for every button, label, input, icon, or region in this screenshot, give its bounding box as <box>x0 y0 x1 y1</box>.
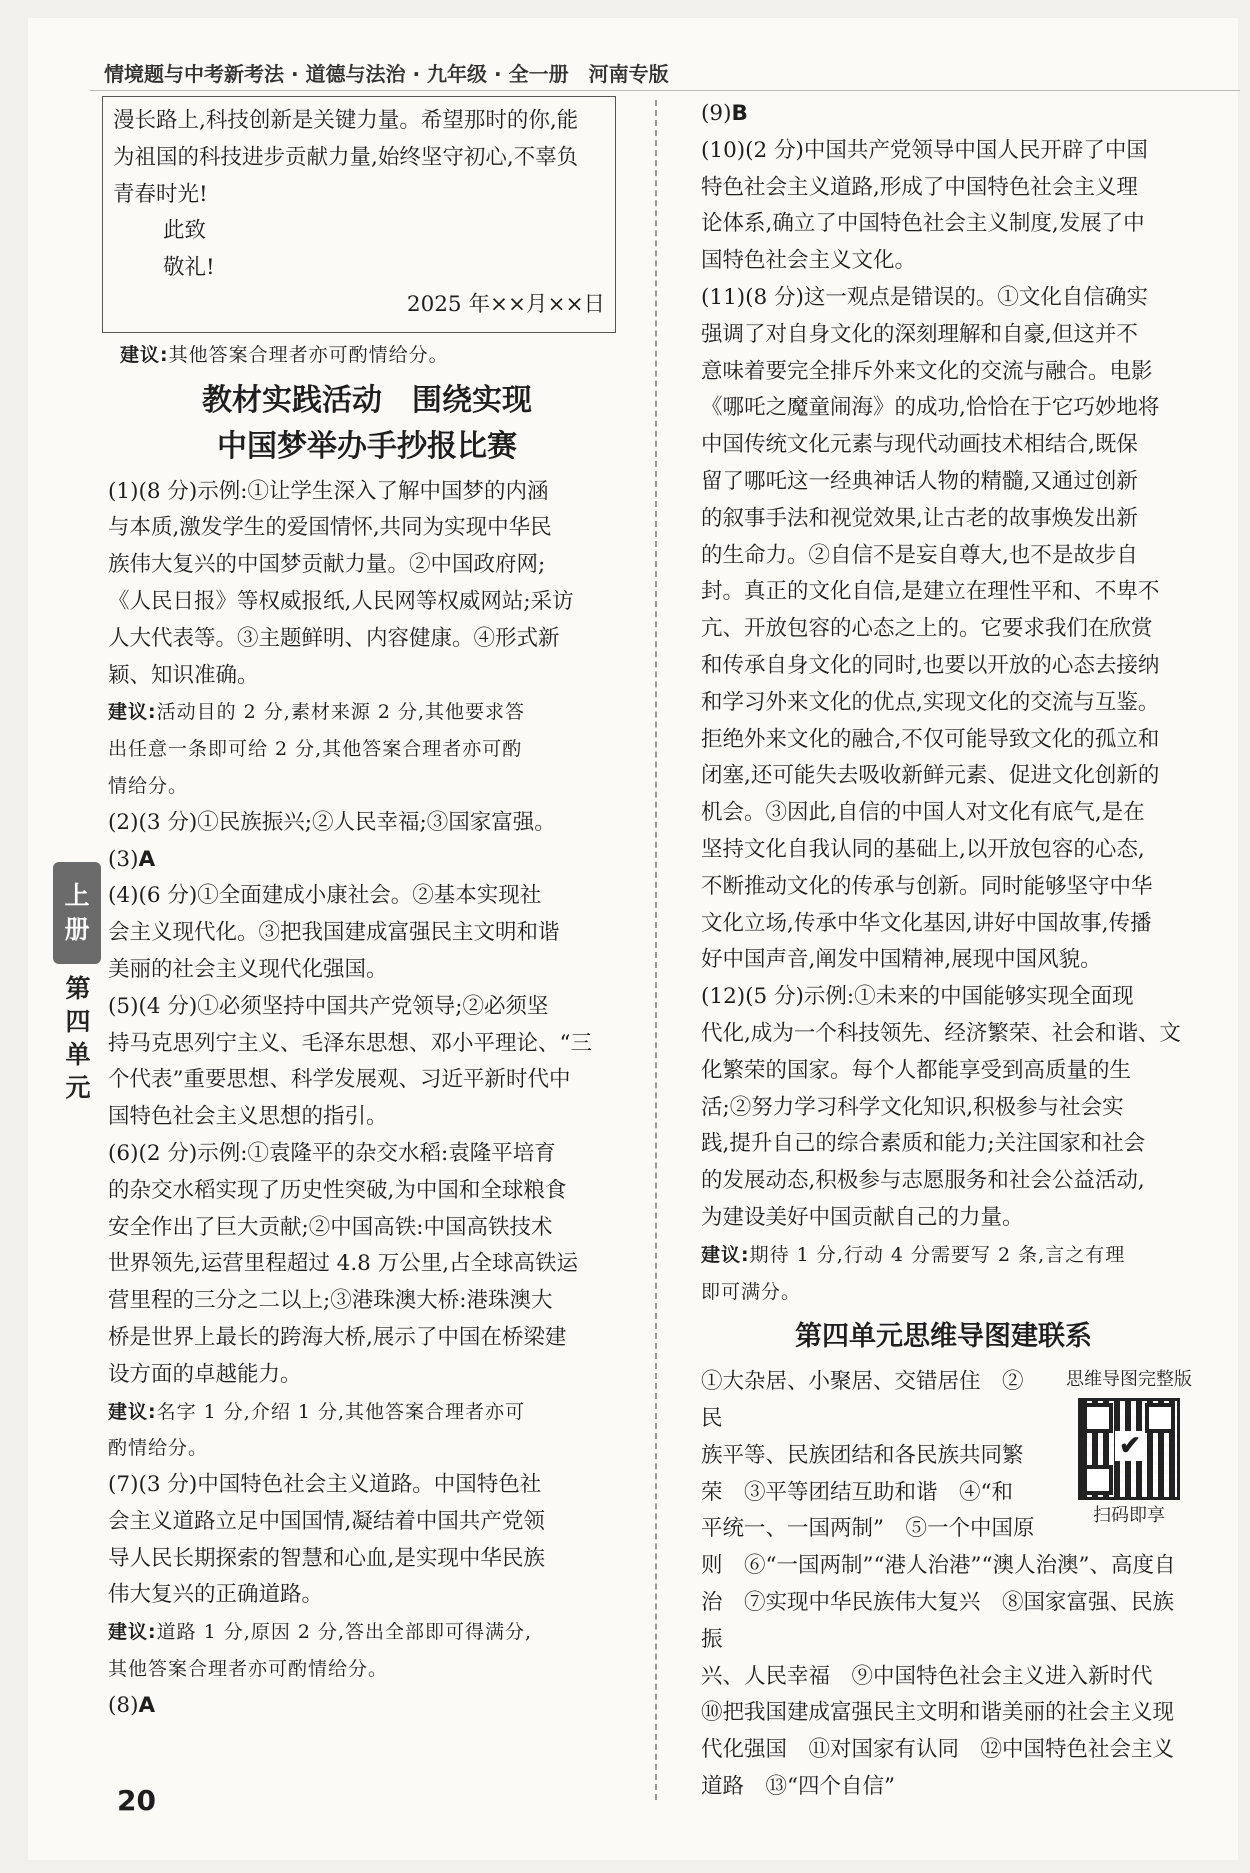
letter-salute: 敬礼! <box>163 255 215 281</box>
letter-date: 2025 年××月××日 <box>406 291 605 317</box>
left-column <box>108 96 626 1725</box>
answer-q11: (11)(8 分)这一观点是错误的。①文化自信确实 强调了对自身文化的深刻理解和自豪,但这并不 意味着要完全排斥外来文化的交流与融合。电影 《哪吒之魔童闹海》的成功,恰恰在于它巧妙地将 中国传统文化元素与现代动画技术相结合,既保 留了哪吒这一经典神话人物的精髓,又通过创新 的叙事手法和视觉效果,让古老的故事焕发出新 的生命力。②自信不是妄自尊大,也不是故步自 封。真正的文化自信,是建立在理性平和、不卑不 亢、开放包容的心态之上的。它要求我们在欣赏 和传承自身文化的同时,也要以开放的心态去接纳 和学习外来文化的优点,实现文化的交流与互鉴。 拒绝外来文化的融合,不仅可能导致文化的孤立和 闭塞,还可能失去吸收新鲜元素、促进文化创新的 机会。③因此,自信的中国人对文化有底气,是在 坚持文化自我认同的基础上,以开放包容的心态, 不断推动文化的传承与创新。同时能够坚守中华 文化立场,传承中华文化基因,讲好中国故事,传播 好中国声音,阐发中国精神,展现中国风貌。 <box>701 284 1160 973</box>
answer-q12: (12)(5 分)示例:①未来的中国能够实现全面现 代化,成为一个科技领先、经济繁荣、社会和谐、文 化繁荣的国家。每个人都能享受到高质量的生 活;②努力学习科学文化知识,积极参与社会实 践,提升自己的综合素质和能力;关注国家和社会 的发展动态,积极参与志愿服务和社会公益活动, 为建设美好中国贡献自己的力量。 <box>701 984 1181 1230</box>
answer-q7: (7)(3 分)中国特色社会主义道路。中国特色社 会主义道路立足中国国情,凝结着中国共产党领 导人民长期探索的智慧和心血,是实现中华民族 伟大复兴的正确道路。 <box>108 1472 545 1608</box>
section-title <box>108 378 626 470</box>
unit-label-char: 元 <box>65 1073 91 1102</box>
page-number: 20 <box>117 1784 156 1817</box>
answer-q2: (2)(3 分)①民族振兴;②人民幸福;③国家富强。 <box>108 809 556 835</box>
letter-closing: 此致 <box>163 218 207 244</box>
answer-q9: (9)B <box>701 101 748 126</box>
section-title-line: 教材实践活动 围绕实现 <box>202 382 532 418</box>
suggestion-note: 建议:活动目的 2 分,素材来源 2 分,其他要求答 出任意一条即可给 2 分,其他答案合理者亦可酌 情给分。 <box>108 701 526 797</box>
mindmap-line: 荣 ③平等团结互助和谐 ④“和 <box>701 1479 1013 1505</box>
qr-code-icon[interactable] <box>1078 1398 1180 1500</box>
answer-q3: (3)A <box>108 846 156 872</box>
section-title-line: 中国梦举办手抄报比赛 <box>217 428 517 464</box>
unit-label-char: 四 <box>65 1007 91 1036</box>
mindmap-line: 平统一、一国两制” ⑤一个中国原 <box>701 1516 1035 1542</box>
unit-label-char: 第 <box>65 974 91 1003</box>
column-divider <box>655 100 657 1800</box>
mindmap-line: 兴、人民幸福 ⑨中国特色社会主义进入新时代 <box>701 1663 1153 1689</box>
qr-block[interactable] <box>1060 1368 1198 1528</box>
mindmap-line: 则 ⑥“一国两制”“港人治港”“澳人治澳”、高度自 <box>701 1553 1176 1579</box>
qr-label-bottom: 扫码即享 <box>1093 1505 1165 1527</box>
answer-q6: (6)(2 分)示例:①袁隆平的杂交水稻:袁隆平培育 的杂交水稻实现了历史性突破,为中国和全球粮食 安全作出了巨大贡献;②中国高铁:中国高铁技术 世界领先,运营里程超过 4.8 万公里,占全球高铁运 营里程的三分之二以上;③港珠澳大桥:港珠澳大 桥是世界上最长的跨海大桥,展示了中国在桥梁建 设方面的卓越能力。 <box>108 1140 579 1387</box>
answer-q10: (10)(2 分)中国共产党领导中国人民开辟了中国 特色社会主义道路,形成了中国特色社会主义理 论体系,确立了中国特色社会主义制度,发展了中 国特色社会主义文化。 <box>701 137 1148 274</box>
volume-tab-char-1: 上 <box>64 881 90 910</box>
unit-label-char: 单 <box>65 1040 91 1069</box>
check-icon: ✔ <box>1115 1431 1145 1461</box>
mindmap-line: 族平等、民族团结和各民族共同繁 <box>701 1442 1024 1468</box>
letter-line: 青春时光! <box>113 181 208 207</box>
suggestion-note: 建议:期待 1 分,行动 4 分需要写 2 条,言之有理 即可满分。 <box>701 1243 1126 1303</box>
mindmap-answers <box>701 1364 1192 1806</box>
letter-line: 漫长路上,科技创新是关键力量。希望那时的你,能 <box>113 108 579 133</box>
letter-box <box>102 96 616 333</box>
answer-q5: (5)(4 分)①必须坚持中国共产党领导;②必须坚 持马克思列宁主义、毛泽东思想、邓小平理论、“三 个代表”重要思想、科学发展观、习近平新时代中 国特色社会主义思想的指引。 <box>108 993 592 1130</box>
mindmap-title: 第四单元思维导图建联系 <box>795 1321 1092 1353</box>
volume-tab <box>53 862 101 964</box>
letter-line: 为祖国的科技进步贡献力量,始终坚守初心,不辜负 <box>113 144 579 170</box>
suggestion-note: 建议:名字 1 分,介绍 1 分,其他答案合理者亦可 酌情给分。 <box>108 1400 526 1460</box>
mindmap-line: ⑩把我国建成富强民主文明和谐美丽的社会主义现 <box>701 1700 1175 1726</box>
suggestion-note: 建议:其他答案合理者亦可酌情给分。 <box>120 343 449 366</box>
answer-q4: (4)(6 分)①全面建成小康社会。②基本实现社 会主义现代化。③把我国建成富强民主文明和谐 美丽的社会主义现代化强国。 <box>108 883 560 982</box>
answer-q1: (1)(8 分)示例:①让学生深入了解中国梦的内涵 与本质,激发学生的爱国情怀,共同为实现中华民 族伟大复兴的中国梦贡献力量。②中国政府网; 《人民日报》等权威报纸,人民网等权威网站;采访 人大代表等。③主题鲜明、内容健康。④形式新 颖、知识准确。 <box>108 478 574 688</box>
suggestion-note: 建议:道路 1 分,原因 2 分,答出全部即可得满分, 其他答案合理者亦可酌情给分。 <box>108 1621 533 1681</box>
volume-tab-char-2: 册 <box>64 915 90 944</box>
running-header: 情境题与中考新考法 · 道德与法治 · 九年级 · 全一册 河南专版 <box>104 62 669 86</box>
qr-label-top: 思维导图完整版 <box>1066 1369 1192 1391</box>
mindmap-line: ①大杂居、小聚居、交错居住 ②民 <box>701 1369 1024 1432</box>
right-column <box>701 96 1192 1806</box>
mindmap-line: 代化强国 ⑪对国家有认同 ⑫中国特色社会主义 <box>701 1737 1175 1763</box>
unit-label <box>58 972 98 1104</box>
mindmap-line: 道路 ⑬“四个自信” <box>701 1774 895 1800</box>
mindmap-line: 治 ⑦实现中华民族伟大复兴 ⑧国家富强、民族振 <box>701 1590 1175 1652</box>
header-rule <box>90 90 1240 91</box>
answer-q8: (8)A <box>108 1692 156 1718</box>
